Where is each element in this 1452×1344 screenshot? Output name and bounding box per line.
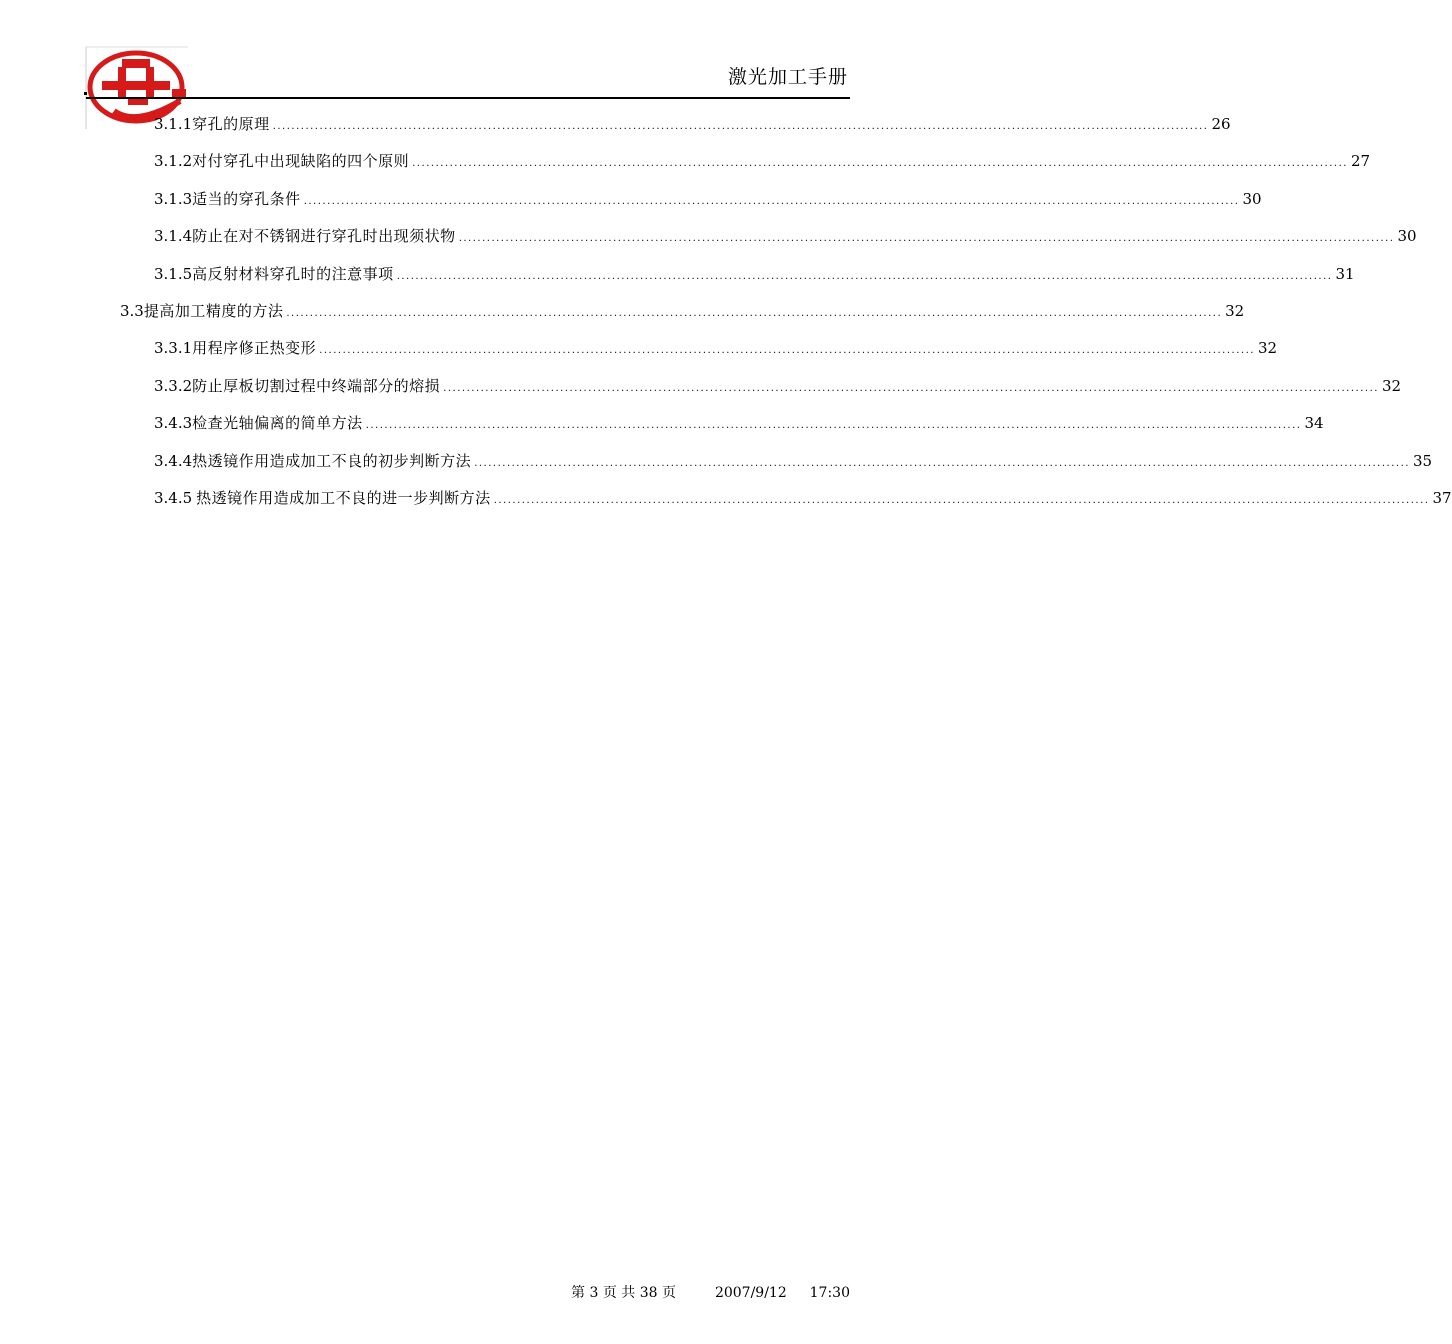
toc-entry-title: 对付穿孔中出现缺陷的四个原则	[192, 152, 410, 171]
toc-entry[interactable]	[154, 225, 1417, 247]
toc-entry[interactable]	[120, 300, 1245, 322]
toc-entry-number: 3.3.2	[154, 376, 193, 395]
toc-dot-leader: ........................................................................................................................................................................................................	[412, 158, 1348, 170]
toc-dot-leader: ........................................................................................................................................................................................................	[365, 420, 1302, 432]
toc-entry[interactable]	[154, 412, 1324, 434]
page-footer	[571, 1282, 850, 1302]
toc-entry-title: 适当的穿孔条件	[192, 189, 301, 208]
toc-entry-number: 3.3.1	[154, 339, 193, 358]
toc-entry-page: 32	[1381, 376, 1402, 395]
toc-dot-leader: ........................................................................................................................................................................................................	[303, 195, 1240, 207]
toc-dot-leader: ........................................................................................................................................................................................................	[396, 270, 1333, 282]
toc-entry-title: 防止厚板切割过程中终端部分的熔损	[192, 376, 441, 395]
toc-entry-page: 37	[1432, 489, 1452, 507]
toc-entry-number: 3.4.4	[154, 451, 193, 470]
toc-entry-title: 热透镜作用造成加工不良的进一步判断方法	[196, 489, 491, 507]
toc-entry-title: 高反射材料穿孔时的注意事项	[192, 264, 394, 283]
toc-entry[interactable]	[154, 263, 1355, 285]
footer-page-info: 第 3 页 共 38 页	[571, 1285, 677, 1301]
toc-entry[interactable]	[154, 450, 1433, 472]
footer-date: 2007/9/12	[714, 1285, 787, 1301]
toc-entry-number: 3.1.2	[154, 152, 193, 171]
toc-entry-title: 穿孔的原理	[192, 115, 270, 133]
toc-entry-page: 34	[1304, 414, 1324, 433]
toc-entry-number: 3.1.1	[154, 115, 193, 133]
toc-entry-title: 检查光轴偏离的简单方法	[192, 414, 363, 433]
footer-time: 17:30	[809, 1285, 850, 1301]
toc-entry-title: 用程序修正热变形	[192, 339, 317, 358]
document-title: 激光加工手册	[727, 66, 848, 88]
toc-entry-page: 35	[1412, 451, 1433, 470]
toc-entry[interactable]	[154, 487, 1452, 509]
toc-dot-leader: ........................................................................................................................................................................................................	[272, 121, 1209, 132]
toc-entry[interactable]	[154, 375, 1402, 397]
toc-entry-page: 30	[1242, 189, 1262, 208]
toc-entry-page: 32	[1225, 302, 1245, 320]
toc-dot-leader: ........................................................................................................................................................................................................	[319, 345, 1255, 357]
toc-entry[interactable]	[154, 188, 1262, 210]
toc-entry-number: 3.1.4	[154, 227, 193, 246]
toc-entry-page: 26	[1211, 115, 1231, 133]
toc-entry[interactable]	[154, 337, 1278, 359]
toc-dot-leader: ........................................................................................................................................................................................................	[443, 382, 1379, 394]
toc-entry-number: 3.1.3	[154, 189, 193, 208]
toc-entry-number: 3.1.5	[154, 264, 193, 283]
toc-entry-page: 27	[1350, 152, 1371, 171]
toc-dot-leader: ........................................................................................................................................................................................................	[474, 457, 1410, 469]
toc-dot-leader: ........................................................................................................................................................................................................	[286, 308, 1223, 319]
toc-entry-title: 防止在对不锈钢进行穿孔时出现须状物	[192, 227, 456, 246]
toc-entry-title: 提高加工精度的方法	[143, 302, 284, 320]
toc-entry[interactable]	[154, 113, 1231, 135]
toc-entry-title: 热透镜作用造成加工不良的初步判断方法	[192, 451, 472, 470]
toc-entry-page: 32	[1257, 339, 1278, 358]
toc-dot-leader: ........................................................................................................................................................................................................	[458, 233, 1395, 245]
toc-dot-leader: ........................................................................................................................................................................................................	[493, 495, 1430, 506]
toc-entry-number: 3.4.5	[154, 489, 193, 507]
toc-entry-number: 3.4.3	[154, 414, 193, 433]
toc-entry-page: 30	[1397, 227, 1417, 246]
toc-entry[interactable]	[154, 150, 1371, 172]
header-marker	[84, 92, 87, 95]
toc-entry-page: 31	[1335, 264, 1355, 283]
header-rule	[86, 97, 850, 99]
toc-entry-number: 3.3	[120, 302, 144, 320]
